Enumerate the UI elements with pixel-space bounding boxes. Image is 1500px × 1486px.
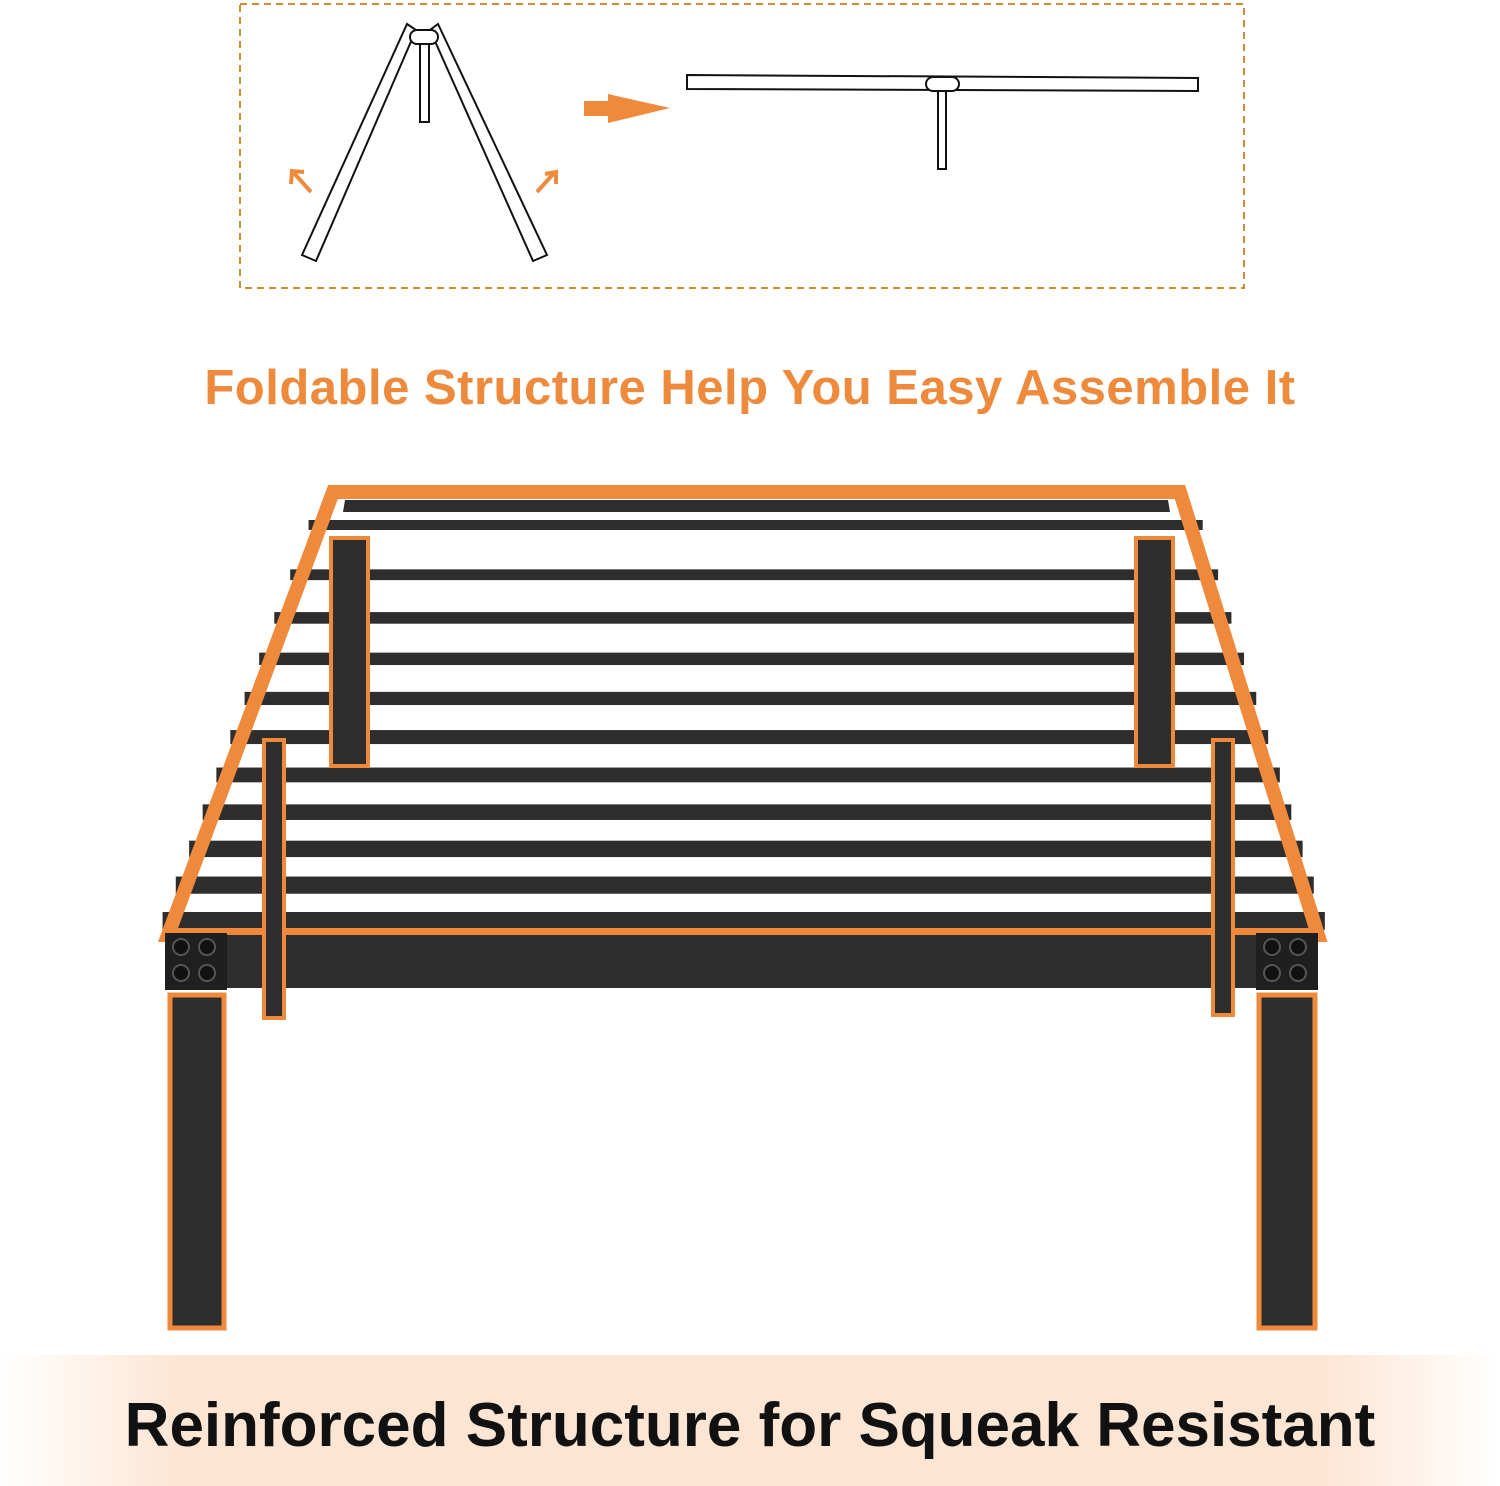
center-support-leg: [1136, 538, 1173, 766]
front-rail: [168, 935, 1318, 988]
center-support-leg: [331, 538, 368, 766]
bolt-icon: [1290, 965, 1306, 981]
bolt-icon: [1290, 939, 1306, 955]
bed-leg: [170, 995, 224, 1328]
bed-slat: [290, 569, 1218, 580]
bed-frame-illustration: [163, 492, 1325, 1328]
folded-support-leg-icon: [302, 24, 547, 261]
heading: Foldable Structure Help You Easy Assemble It: [204, 361, 1296, 415]
bolt-icon: [173, 965, 189, 981]
bed-slat: [176, 877, 1314, 894]
bed-slat: [216, 768, 1279, 783]
bolt-icon: [199, 965, 215, 981]
bolt-icon: [1264, 965, 1280, 981]
bed-slat: [274, 612, 1231, 624]
bed-slat: [309, 520, 1203, 530]
bed-slat: [245, 692, 1257, 705]
head-rail: [343, 500, 1170, 512]
bolt-icon: [1264, 939, 1280, 955]
bolt-icon: [199, 939, 215, 955]
bolt-icon: [173, 939, 189, 955]
bed-leg: [1259, 995, 1315, 1328]
bed-slat: [230, 730, 1268, 744]
arrow-right-icon: [584, 94, 670, 123]
bed-slat: [203, 804, 1292, 820]
bed-slat: [259, 653, 1244, 665]
front-support-leg: [264, 740, 284, 1018]
front-support-leg: [1213, 740, 1233, 1015]
banner-text: Reinforced Structure for Squeak Resistant: [124, 1391, 1376, 1460]
unfolded-support-leg-icon: [687, 75, 1198, 169]
folding-diagram: [240, 4, 1244, 288]
bed-slat: [163, 912, 1325, 930]
bed-slat: [189, 841, 1302, 857]
